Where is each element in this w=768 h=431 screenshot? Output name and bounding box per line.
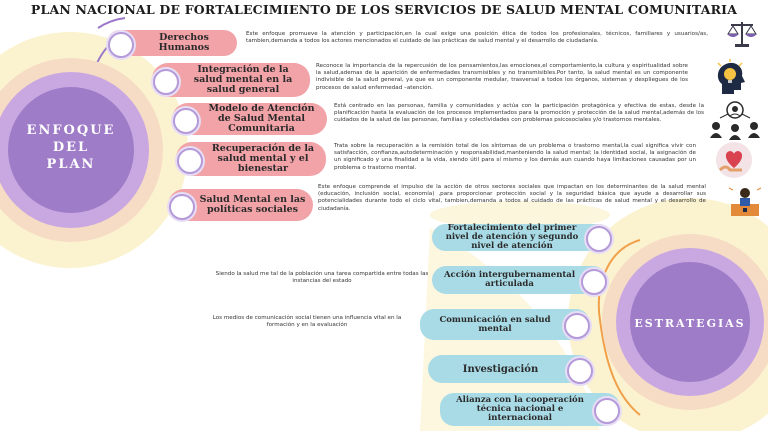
estrategia-description: Los medios de comunicación social tienen una influencia vital en la formación y en la evaluación [212, 315, 402, 329]
pill-knob [153, 69, 179, 95]
enfoque-label: Modelo de Atención de Salud Mental Comunitaria [208, 103, 315, 134]
estrategia-description: Siendo la salud me tal de la población una tarea compartida entre todas las instancias del estado [215, 271, 429, 285]
enfoque-label: Derechos Humanos [158, 32, 210, 53]
pill-knob [173, 108, 199, 134]
pill-knob [567, 358, 593, 384]
enfoque-description: Trata sobre la recuperación a la remisión total de los síntomas de un problema o trastorno mental,la cual significa vivir con satisfacción, confianza,autodeterminación y responsabilidad,manteniendo la salud mental; la identidad social, la asignación de un significado y una finalidad a la vida, siendo útil para sí mismo y los demás aun cuando haya limitaciones causadas por un problema o trastorno mental. [334, 143, 696, 171]
pill-knob [586, 226, 612, 252]
pill-knob [169, 194, 195, 220]
scales-of-justice-icon [725, 18, 759, 50]
enfoque-description: Este enfoque comprende el impulso de la acción de otros sectores sociales que impactan en los determinantes de la salud mental (educación, inclusión social, economía) ,para proporcionar protección social y la seguridad básica que ayude a desarrollar sus potencialidades durante todo el ciclo vital, tambien,demanda a todos al cuidado de las prácticas de salud mental y el desarrollo de ciudadanía. [318, 184, 706, 212]
estrategia-alianza[interactable] [440, 393, 620, 426]
estrategias-circle-label: ESTRATEGIAS [634, 317, 746, 330]
enfoque-circle-label [16, 122, 126, 173]
estrategia-label: Acción intergubernamental articulada [443, 270, 576, 289]
estrategia-fortalecimiento[interactable] [432, 224, 612, 251]
enfoque-description: Está centrado en las personas, familia y comunidades y actúa con la participación protagónica y efectiva de estas, desde la planificación hasta la evaluación de los procesos implementados para la promoción y protección de la salud mental,además de los cuidados de la salud de las personas, familias y colectividades con problemas psicosociales y/o trastornos mentales. [334, 103, 704, 124]
policy-speaker-icon [727, 184, 763, 220]
enfoque-line: ENFOQUE [26, 123, 116, 138]
pill-knob [564, 313, 590, 339]
pill-knob [108, 32, 134, 58]
enfoque-line: DEL [52, 140, 90, 155]
community-people-icon [706, 100, 764, 140]
pill-knob [177, 148, 203, 174]
enfoque-label: Salud Mental en las políticas sociales [199, 194, 306, 215]
pill-knob [594, 398, 620, 424]
estrategia-label: Investigación [462, 363, 539, 375]
page-title: PLAN NACIONAL DE FORTALECIMIENTO DE LOS SERVICIOS DE SALUD MENTAL COMUNITARIA [30, 2, 738, 17]
estrategia-label: Alianza con la cooperación técnica nacional e internacional [456, 395, 584, 423]
connector-arc [98, 18, 125, 28]
pill-knob [581, 269, 607, 295]
enfoque-label: Recuperación de la salud mental y el bienestar [211, 143, 315, 174]
estrategia-label: Comunicación en salud mental [439, 314, 551, 334]
enfoque-description: Reconoce la importancia de la repercusión de los pensamientos,las emociones,el comportamiento,la cultura y espiritualidad sobre la salud,ademas de la aparición de enfermedades transmisibles y no transmisibles.Por tanto, la salud mental es un componente indivisible de la salud general, ya que es un componente medular, trasversal a todos los órganos, sistemas y despliegues de los procesos de salud enfermedad –atención. [316, 63, 688, 91]
head-idea-icon [712, 58, 752, 98]
enfoque-description: Este enfoque promueve la atención y participación,en la cual exige una posición ética de todos los profesionales, técnicos, familiares y usuarios/as, tambien,demanda a todos los actores mencionados el cuidado de las prácticas de salud mental y el desarrollo de ciudadanía. [246, 31, 708, 45]
enfoque-label: Integración de la salud mental en la salud general [193, 64, 293, 95]
enfoque-line: PLAN [46, 157, 96, 172]
estrategia-label: Fortalecimiento del primer nivel de atención y segundo nivel de atención [445, 223, 579, 251]
heart-care-icon [712, 140, 756, 180]
